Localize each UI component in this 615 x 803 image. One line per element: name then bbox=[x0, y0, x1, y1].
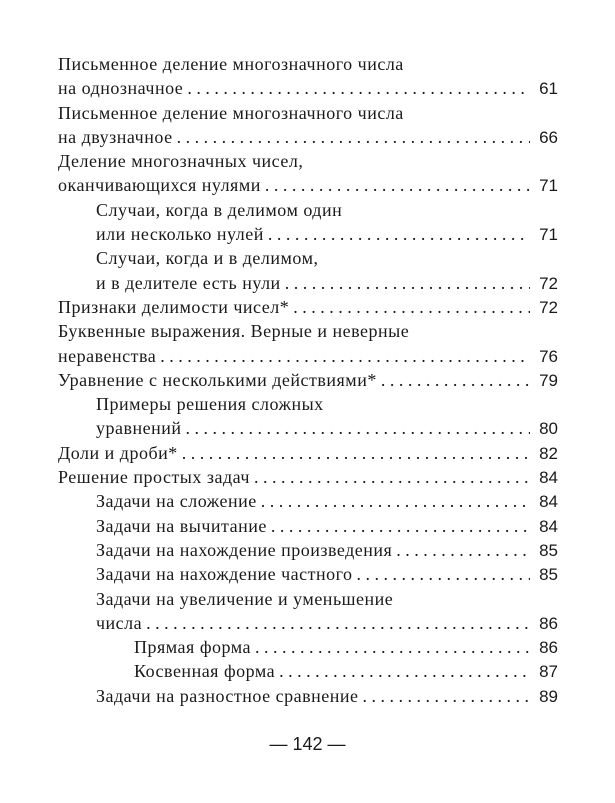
toc-entry-title: Деление многозначных чисел, bbox=[58, 151, 304, 172]
toc-entry bbox=[58, 441, 558, 465]
toc-page-number: 71 bbox=[539, 176, 558, 196]
toc-entry-title: неравенства bbox=[58, 345, 157, 366]
toc-line bbox=[58, 416, 558, 440]
toc-entry bbox=[58, 514, 558, 538]
toc-line bbox=[58, 562, 558, 586]
toc-line bbox=[58, 441, 558, 465]
dot-leader bbox=[265, 173, 530, 197]
toc-line bbox=[58, 514, 558, 538]
dot-leader bbox=[254, 465, 530, 489]
toc-page-number: 72 bbox=[539, 273, 558, 293]
toc-page-number: 85 bbox=[539, 565, 558, 585]
toc-entry bbox=[58, 538, 558, 562]
dot-leader bbox=[187, 76, 530, 100]
toc-entry bbox=[58, 684, 558, 708]
dot-leader bbox=[293, 295, 530, 319]
toc-page-number: 71 bbox=[539, 225, 558, 245]
toc-page-number: 89 bbox=[539, 686, 558, 706]
table-of-contents bbox=[58, 52, 558, 708]
toc-line bbox=[58, 295, 558, 319]
toc-entry bbox=[58, 635, 558, 659]
dot-leader bbox=[255, 635, 530, 659]
toc-entry bbox=[58, 149, 558, 198]
toc-line bbox=[58, 344, 558, 368]
toc-page-number: 79 bbox=[539, 370, 558, 390]
dot-leader bbox=[396, 538, 530, 562]
toc-line bbox=[58, 684, 558, 708]
toc-entry bbox=[58, 562, 558, 586]
dot-leader bbox=[271, 514, 530, 538]
toc-entry bbox=[58, 246, 558, 295]
toc-line bbox=[58, 101, 558, 125]
toc-line bbox=[58, 611, 558, 635]
dot-leader bbox=[177, 125, 530, 149]
dot-leader bbox=[160, 344, 530, 368]
toc-entry-title: Задачи на нахождение произведения bbox=[96, 539, 393, 560]
toc-page-number: 76 bbox=[539, 346, 558, 366]
toc-entry-title: Доли и дроби* bbox=[58, 442, 178, 463]
dot-leader bbox=[146, 611, 530, 635]
toc-line bbox=[58, 222, 558, 246]
toc-line bbox=[58, 125, 558, 149]
toc-page-number: 80 bbox=[539, 419, 558, 439]
toc-page-number: 86 bbox=[539, 613, 558, 633]
toc-entry-title: Задачи на увеличение и уменьшение bbox=[96, 588, 394, 609]
toc-entry bbox=[58, 659, 558, 683]
toc-entry-title: Задачи на нахождение частного bbox=[96, 564, 353, 585]
toc-entry-title: Письменное деление многозначного числа bbox=[58, 54, 404, 74]
toc-page-number: 72 bbox=[539, 297, 558, 317]
toc-page-number: 85 bbox=[539, 540, 558, 560]
toc-entry-title: на двузначное bbox=[58, 126, 173, 147]
toc-entry-title: оканчивающихся нулями bbox=[58, 175, 261, 196]
toc-entry-title: на однозначное bbox=[58, 78, 184, 99]
toc-entry bbox=[58, 101, 558, 150]
toc-line bbox=[58, 319, 558, 343]
dot-leader bbox=[268, 222, 530, 246]
dot-leader bbox=[357, 562, 530, 586]
toc-entry-title: Случаи, когда в делимом один bbox=[96, 199, 343, 220]
dot-leader bbox=[261, 489, 530, 513]
toc-entry-title: или несколько нулей bbox=[96, 224, 264, 245]
toc-line bbox=[58, 465, 558, 489]
toc-entry bbox=[58, 295, 558, 319]
toc-line bbox=[58, 76, 558, 100]
toc-line bbox=[58, 149, 558, 173]
toc-page-number: 84 bbox=[539, 516, 558, 536]
toc-line bbox=[58, 538, 558, 562]
toc-entry bbox=[58, 198, 558, 247]
toc-line bbox=[58, 368, 558, 392]
dot-leader bbox=[381, 368, 530, 392]
toc-entry-title: числа bbox=[96, 612, 143, 633]
toc-page-number: 84 bbox=[539, 492, 558, 512]
toc-line bbox=[58, 173, 558, 197]
toc-line bbox=[58, 52, 558, 76]
toc-page-number: 82 bbox=[539, 443, 558, 463]
toc-entry bbox=[58, 465, 558, 489]
toc-line bbox=[58, 246, 558, 270]
toc-line bbox=[58, 659, 558, 683]
toc-entry-title: Задачи на вычитание bbox=[96, 515, 267, 536]
toc-entry bbox=[58, 489, 558, 513]
toc-page-number: 86 bbox=[539, 638, 558, 658]
toc-entry-title: Случаи, когда и в делимом, bbox=[96, 248, 319, 269]
toc-entry-title: Буквенные выражения. Верные и неверные bbox=[58, 321, 410, 342]
toc-entry bbox=[58, 392, 558, 441]
toc-entry-title: Письменное деление многозначного числа bbox=[58, 102, 404, 123]
toc-entry bbox=[58, 52, 558, 101]
toc-page-number: 66 bbox=[539, 127, 558, 147]
toc-entry-title: Уравнение с несколькими действиями* bbox=[58, 369, 377, 390]
toc-entry-title: Решение простых задач bbox=[58, 467, 250, 488]
page-number: — 142 — bbox=[269, 734, 346, 754]
toc-entry-title: Примеры решения сложных bbox=[96, 394, 324, 415]
toc-entry bbox=[58, 368, 558, 392]
dot-leader bbox=[186, 416, 530, 440]
toc-entry-title: Косвенная форма bbox=[134, 661, 276, 682]
toc-line bbox=[58, 587, 558, 611]
toc-entry-title: Задачи на сложение bbox=[96, 491, 257, 512]
toc-entry-title: Прямая форма bbox=[134, 637, 251, 658]
toc-line bbox=[58, 392, 558, 416]
toc-page-number: 87 bbox=[539, 662, 558, 682]
toc-entry bbox=[58, 319, 558, 368]
toc-page-number: 84 bbox=[539, 468, 558, 488]
toc-entry-title: и в делителе есть нули bbox=[96, 272, 281, 293]
toc-page-number: 61 bbox=[539, 79, 558, 99]
toc-line bbox=[58, 198, 558, 222]
toc-line bbox=[58, 271, 558, 295]
dot-leader bbox=[182, 441, 530, 465]
toc-entry-title: Признаки делимости чисел* bbox=[58, 296, 290, 317]
toc-line bbox=[58, 635, 558, 659]
toc-entry-title: Задачи на разностное сравнение bbox=[96, 685, 359, 706]
toc-entry-title: уравнений bbox=[96, 418, 182, 439]
toc-entry bbox=[58, 587, 558, 636]
dot-leader bbox=[362, 684, 530, 708]
dot-leader bbox=[285, 271, 530, 295]
toc-line bbox=[58, 489, 558, 513]
dot-leader bbox=[279, 659, 530, 683]
